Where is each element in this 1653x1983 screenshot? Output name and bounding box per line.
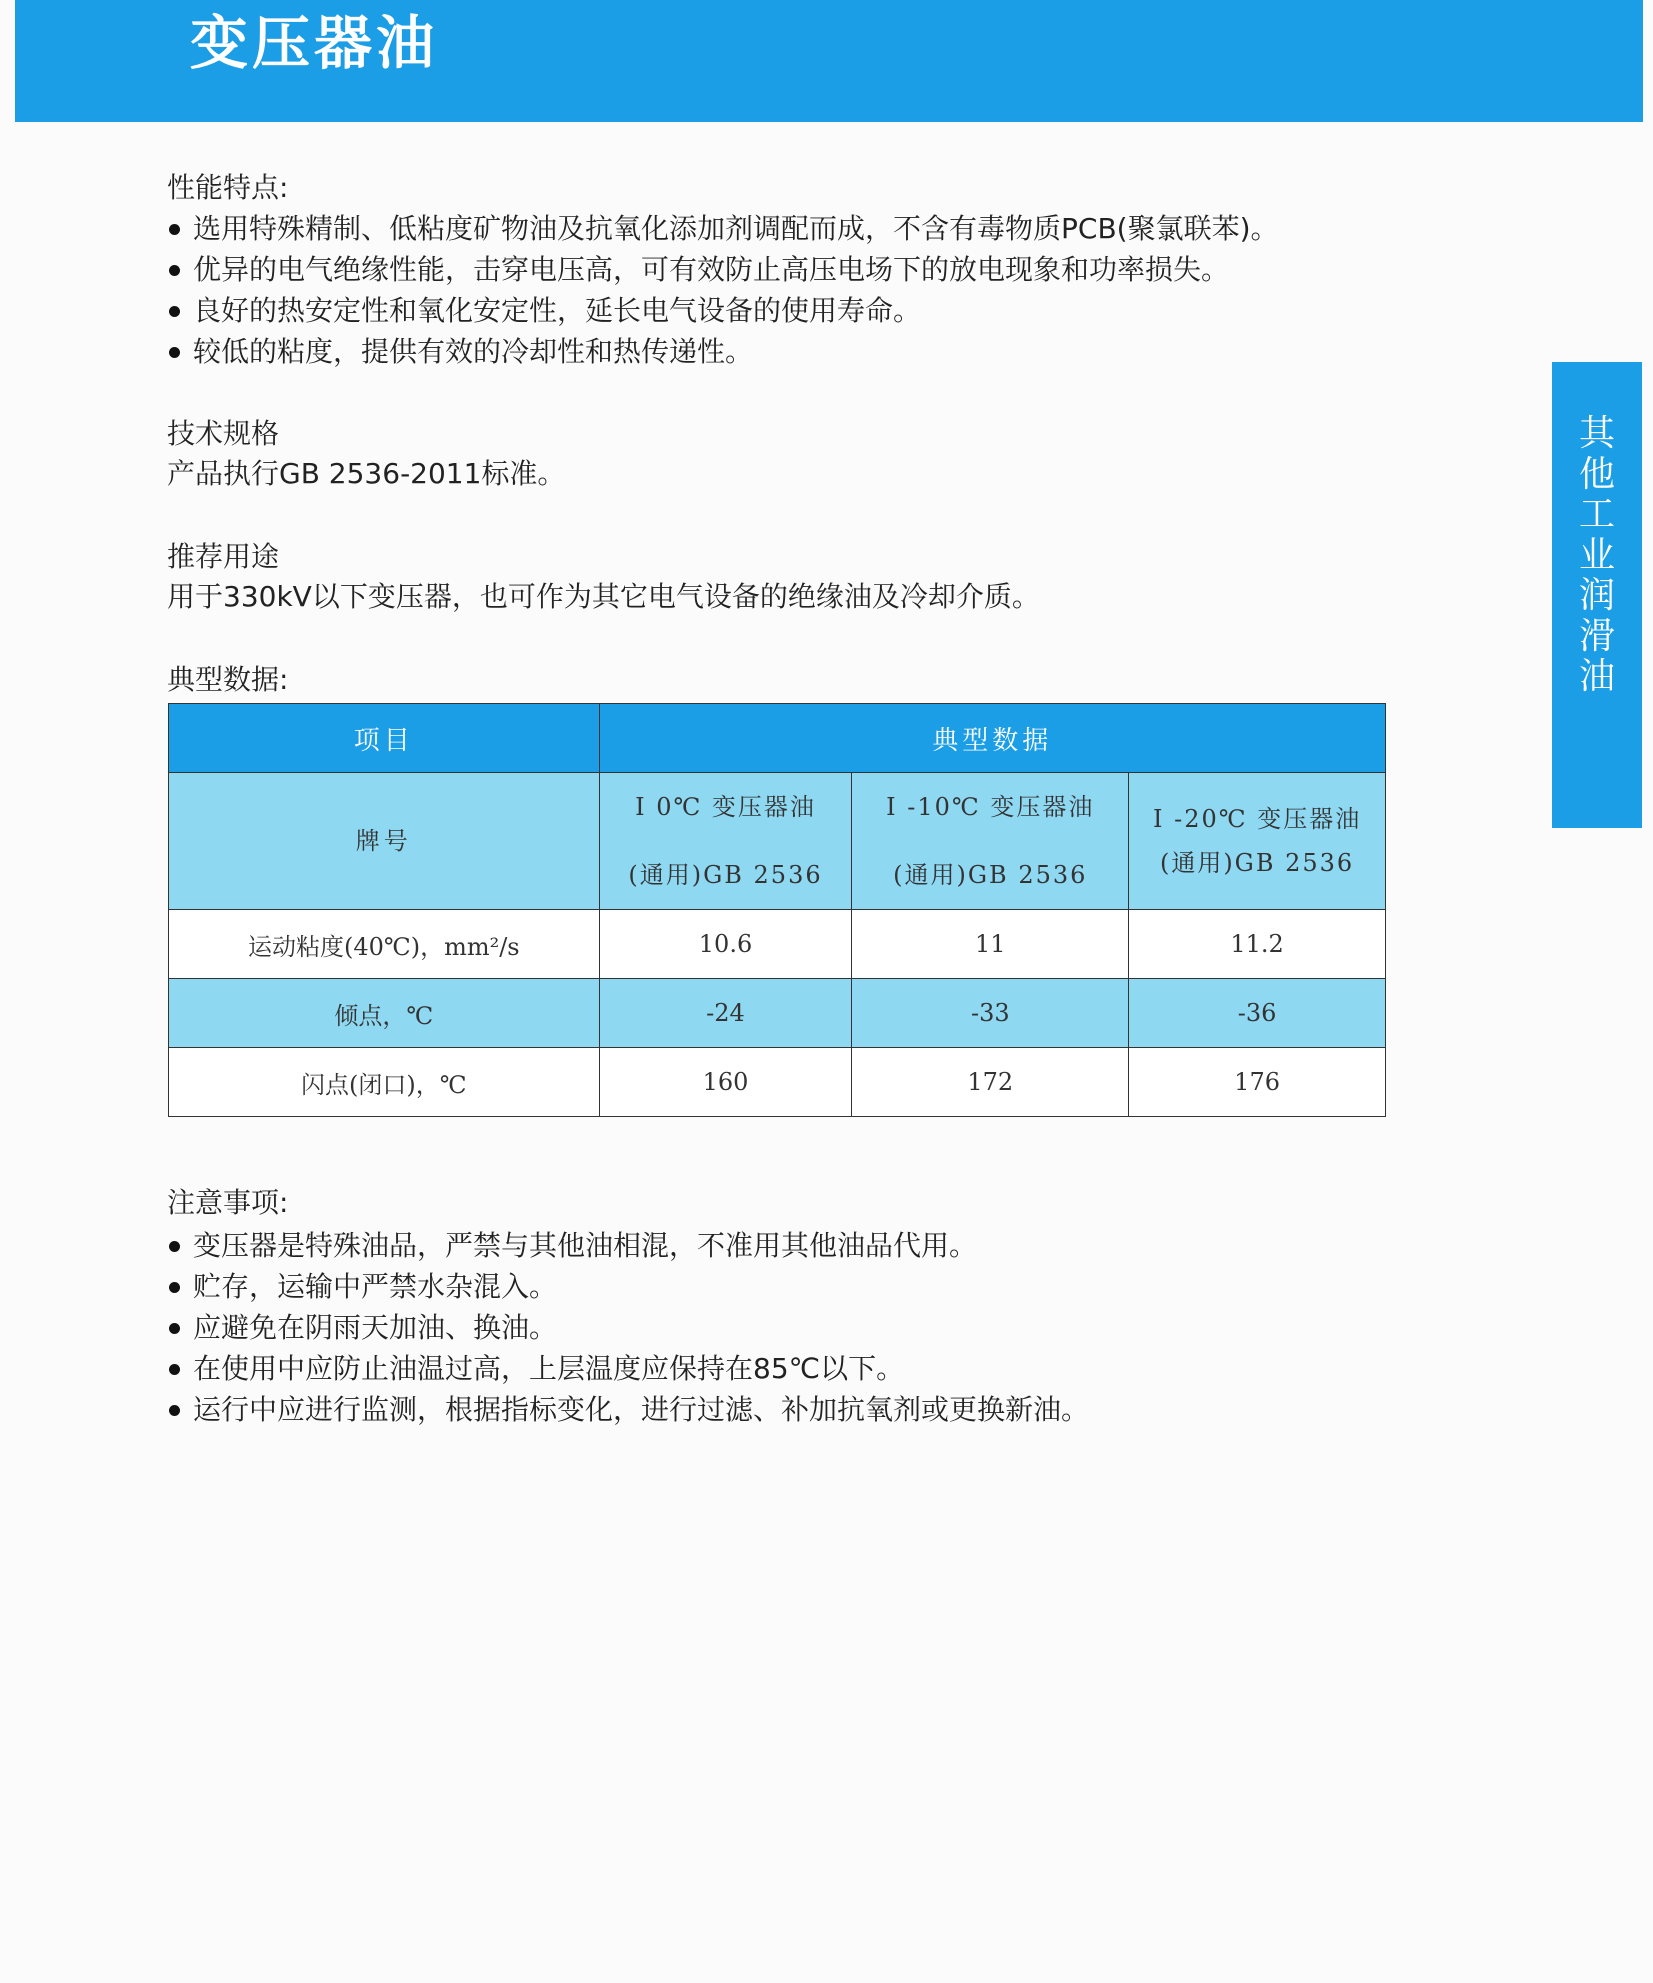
list-item — [167, 1389, 1089, 1430]
side-category-tab — [1552, 362, 1642, 828]
list-item — [167, 1348, 1089, 1389]
features-section — [167, 168, 1279, 372]
notes-section — [167, 1183, 1089, 1430]
table-header-row — [169, 704, 1386, 773]
value-cell: 160 — [599, 1048, 852, 1117]
notes-list — [167, 1225, 1089, 1430]
list-item-text: 在使用中应防止油温过高，上层温度应保持在85℃以下。 — [193, 1352, 905, 1385]
features-title: 性能特点: — [167, 171, 289, 204]
typical-data-table — [168, 703, 1386, 1117]
list-item — [167, 1266, 1089, 1307]
list-item — [167, 249, 1279, 290]
bullet-icon — [169, 1282, 180, 1293]
spec-text: 产品执行GB 2536-2011标准。 — [167, 457, 566, 490]
page-title: 变压器油 — [190, 9, 439, 77]
list-item — [167, 331, 1279, 372]
bullet-icon — [169, 306, 180, 317]
list-item-text: 良好的热安定性和氧化安定性，延长电气设备的使用寿命。 — [193, 294, 922, 327]
brand-line1: I 0℃ 变压器油 — [635, 793, 816, 821]
header-band — [15, 0, 1643, 122]
side-category-label: 其 他 工 业 润 滑 油 — [1578, 413, 1615, 697]
value-cell: 11.2 — [1129, 910, 1386, 979]
brand-cell — [599, 773, 852, 910]
list-item-text: 较低的粘度，提供有效的冷却性和热传递性。 — [193, 335, 754, 368]
list-item-text: 变压器是特殊油品，严禁与其他油相混，不准用其他油品代用。 — [193, 1229, 978, 1262]
typical-section — [167, 660, 288, 700]
value-cell: -36 — [1129, 979, 1386, 1048]
list-item-text: 贮存，运输中严禁水杂混入。 — [193, 1270, 558, 1303]
bullet-icon — [169, 1241, 180, 1252]
value-cell: 172 — [852, 1048, 1129, 1117]
bullet-icon — [169, 347, 180, 358]
header-item-cell: 项目 — [169, 704, 600, 773]
brand-line2: (通用)GB 2536 — [1159, 849, 1355, 877]
features-list — [167, 208, 1279, 372]
brand-line2: (通用)GB 2536 — [628, 861, 823, 889]
row-label-cell: 闪点(闭口)，℃ — [169, 1048, 600, 1117]
value-cell: -33 — [852, 979, 1129, 1048]
list-item — [167, 290, 1279, 331]
value-cell: -24 — [599, 979, 852, 1048]
notes-title: 注意事项: — [167, 1186, 289, 1219]
header-data-cell: 典型数据 — [599, 704, 1385, 773]
list-item-text: 应避免在阴雨天加油、换油。 — [193, 1311, 558, 1344]
list-item-text: 选用特殊精制、低粘度矿物油及抗氧化添加剂调配而成，不含有毒物质PCB(聚氯联苯)。 — [193, 212, 1279, 245]
table-row — [169, 979, 1386, 1048]
value-cell: 10.6 — [599, 910, 852, 979]
table-row — [169, 773, 1386, 910]
row-label-cell: 倾点，℃ — [169, 979, 600, 1048]
usage-section — [167, 537, 1040, 617]
list-item — [167, 1307, 1089, 1348]
list-item — [167, 1225, 1089, 1266]
usage-text: 用于330kV以下变压器，也可作为其它电气设备的绝缘油及冷却介质。 — [167, 580, 1040, 613]
brand-cell — [1129, 773, 1386, 910]
spec-title: 技术规格 — [167, 417, 280, 450]
list-item — [167, 208, 1279, 249]
table-row — [169, 1048, 1386, 1117]
spec-section — [167, 414, 565, 494]
bullet-icon — [169, 1405, 180, 1416]
list-item-text: 运行中应进行监测，根据指标变化，进行过滤、补加抗氧剂或更换新油。 — [193, 1393, 1090, 1426]
brand-line1: I -20℃ 变压器油 — [1152, 805, 1362, 833]
value-cell: 11 — [852, 910, 1129, 979]
brand-line2: (通用)GB 2536 — [893, 861, 1088, 889]
brand-line1: I -10℃ 变压器油 — [886, 793, 1095, 821]
typical-title: 典型数据: — [167, 663, 289, 696]
brand-cell — [852, 773, 1129, 910]
bullet-icon — [169, 224, 180, 235]
brand-label-cell: 牌号 — [169, 773, 600, 910]
row-label-cell: 运动粘度(40℃)，mm²/s — [169, 910, 600, 979]
bullet-icon — [169, 1323, 180, 1334]
bullet-icon — [169, 265, 180, 276]
list-item-text: 优异的电气绝缘性能，击穿电压高，可有效防止高压电场下的放电现象和功率损失。 — [193, 253, 1230, 286]
usage-title: 推荐用途 — [167, 540, 280, 573]
value-cell: 176 — [1129, 1048, 1386, 1117]
table-row — [169, 910, 1386, 979]
bullet-icon — [169, 1364, 180, 1375]
